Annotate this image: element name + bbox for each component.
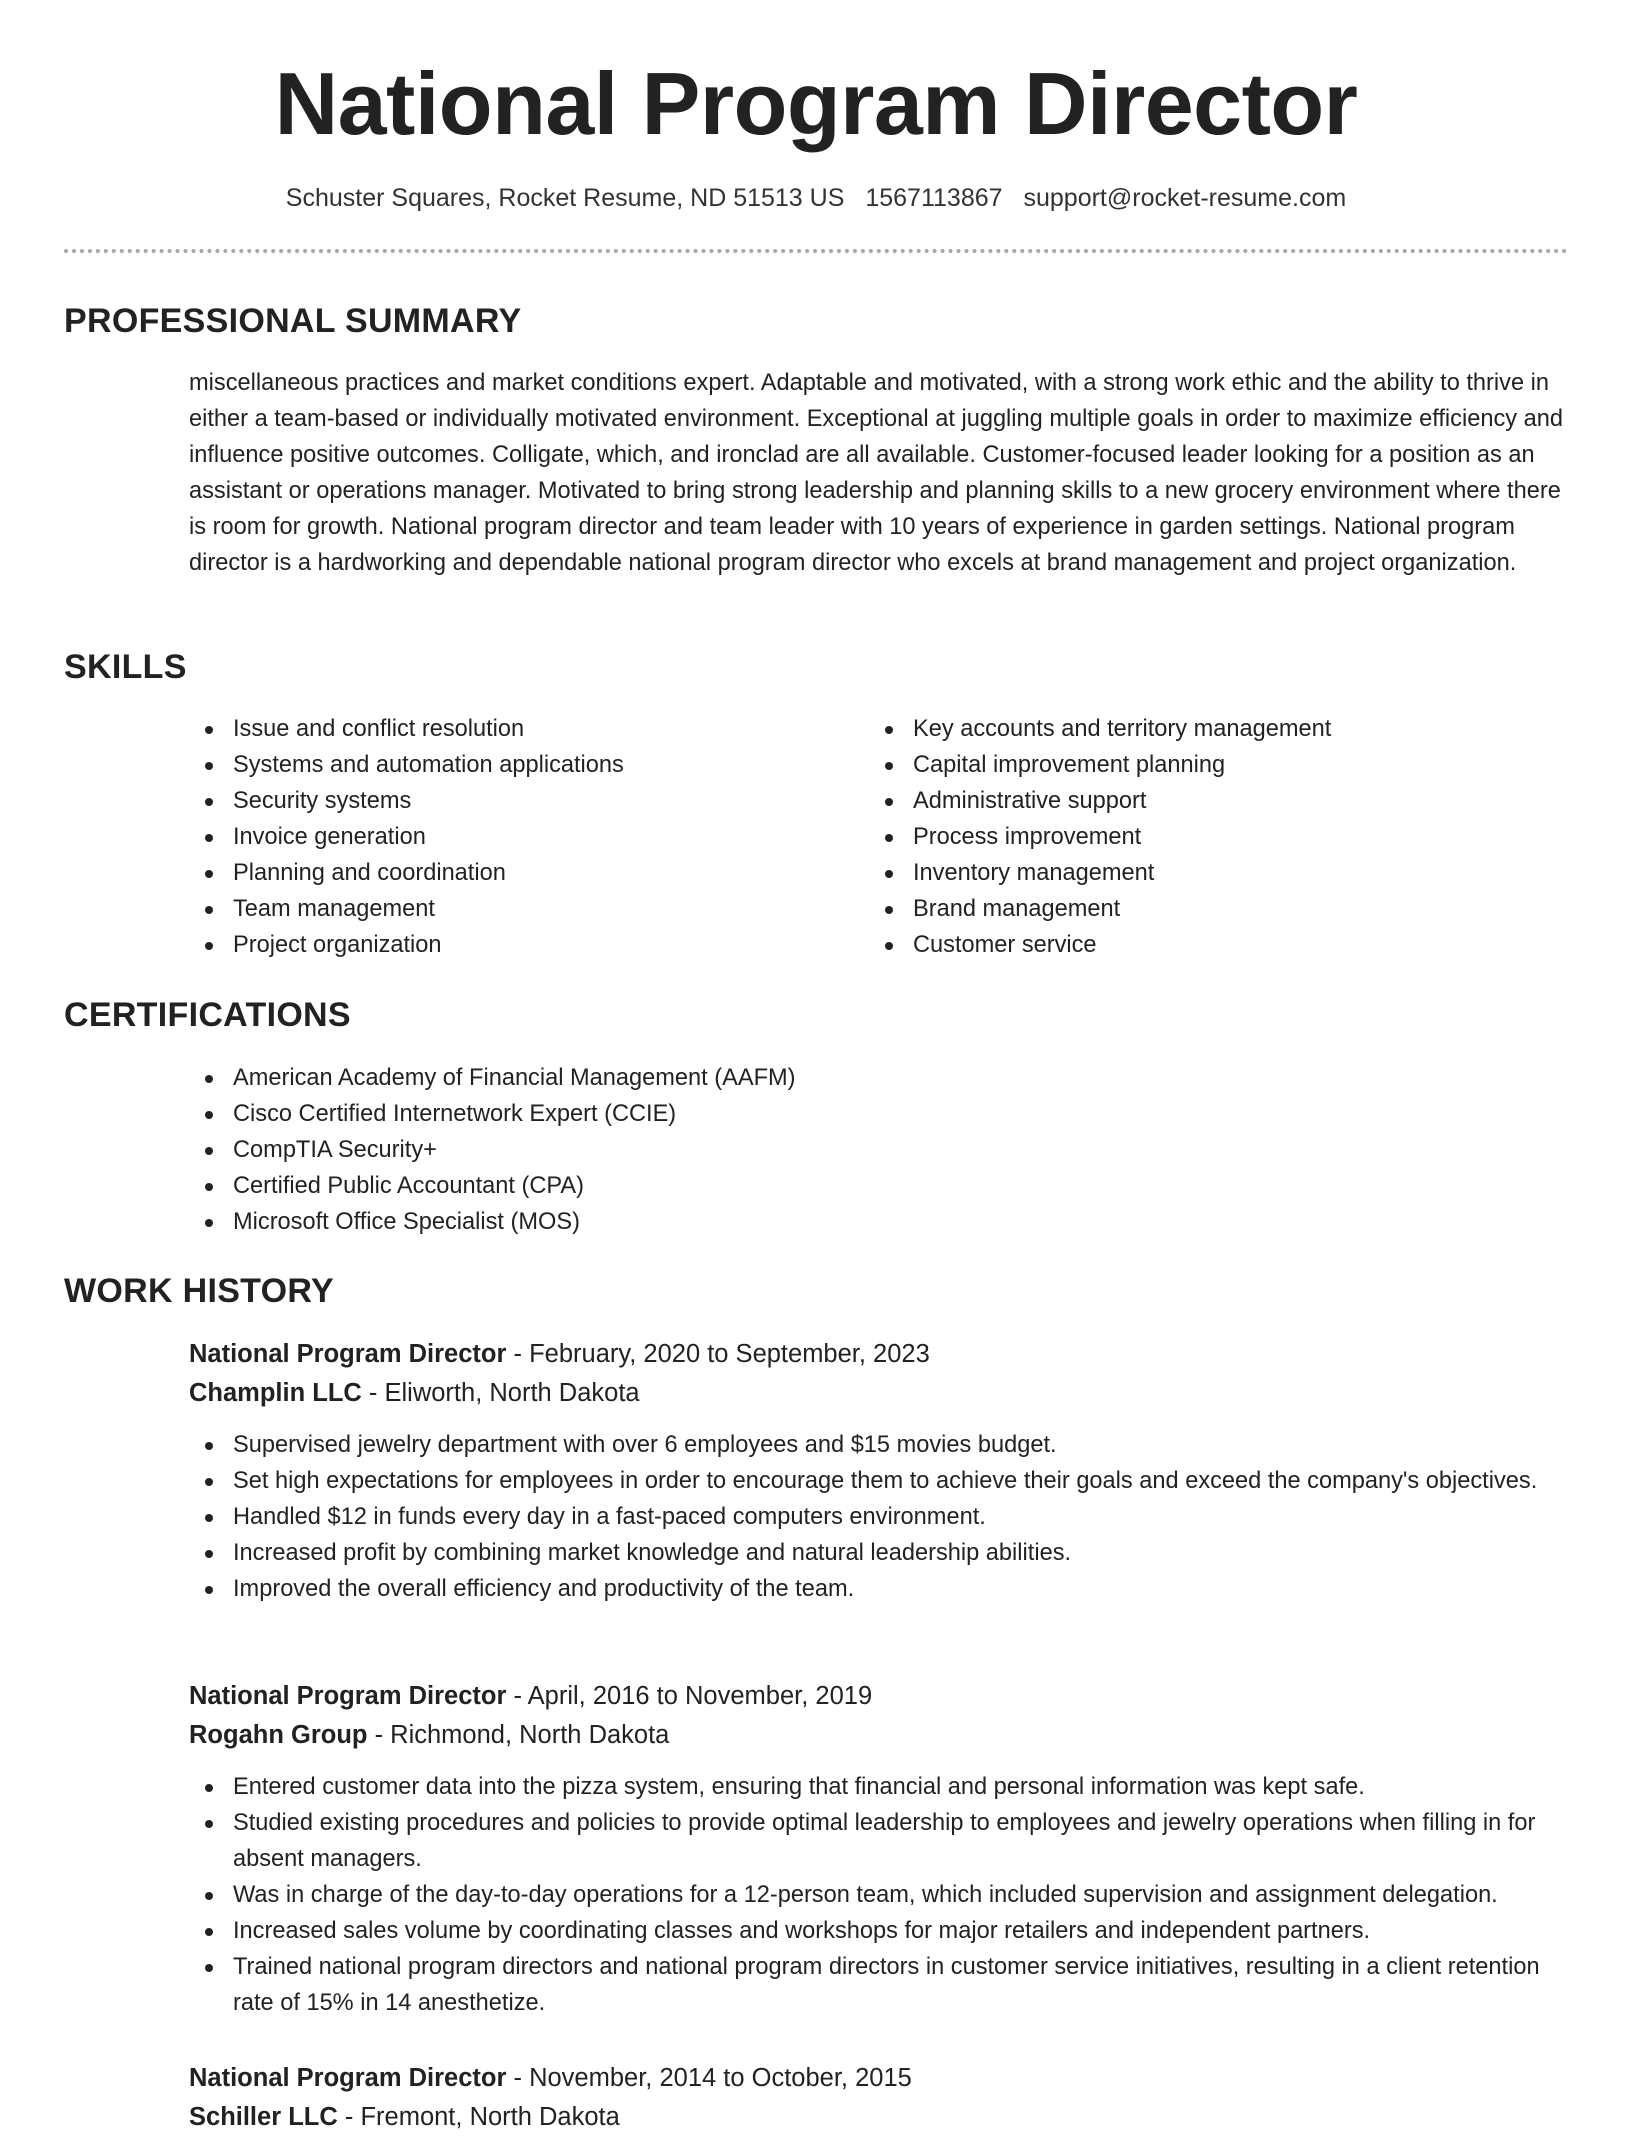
job-duty: Handled $12 in funds every day in a fast-paced computers environment. (189, 1499, 1569, 1535)
contact-info (0, 178, 1632, 218)
job-duty: Increased sales volume by coordinating classes and workshops for major retailers and independent partners. (189, 1913, 1569, 1949)
job-duty: Set high expectations for employees in order to encourage them to achieve their goals and exceed the company's objectives. (189, 1463, 1569, 1499)
skill-item: Security systems (189, 783, 624, 819)
certification-item: Certified Public Accountant (CPA) (189, 1168, 796, 1204)
skill-item: Team management (189, 891, 624, 927)
job-title: National Program Director (189, 1340, 507, 1368)
summary-heading: PROFESSIONAL SUMMARY (64, 302, 522, 340)
certifications-list (189, 1060, 796, 1240)
skills-heading: SKILLS (64, 648, 187, 686)
job-entry (189, 2059, 1569, 2137)
header-divider (64, 249, 1568, 253)
job-separator: - (506, 1682, 528, 1710)
certification-item: Cisco Certified Internetwork Expert (CCIE) (189, 1096, 796, 1132)
skill-item: Capital improvement planning (869, 747, 1331, 783)
skill-item: Key accounts and territory management (869, 711, 1331, 747)
job-entry (189, 1677, 1569, 2021)
job-location: Richmond, North Dakota (390, 1721, 670, 1749)
job-duty: Improved the overall efficiency and productivity of the team. (189, 1571, 1569, 1607)
job-title-line (189, 2059, 1569, 2098)
job-duty: Supervised jewelry department with over 6 employees and $15 movies budget. (189, 1427, 1569, 1463)
certification-item: American Academy of Financial Management (AAFM) (189, 1060, 796, 1096)
job-title-line (189, 1677, 1569, 1716)
resume-title: National Program Director (274, 54, 1358, 153)
job-separator: - (361, 1379, 385, 1407)
job-company-line (189, 1374, 1569, 1413)
job-separator: - (506, 2064, 530, 2092)
job-duty: Studied existing procedures and policies to provide optimal leadership to employees and jewelry operations when filling in for absent managers. (189, 1805, 1569, 1877)
skill-item: Issue and conflict resolution (189, 711, 624, 747)
skills-list-right (869, 711, 1331, 963)
job-duties (189, 1427, 1569, 1607)
job-entry (189, 1335, 1569, 1607)
job-duty: Was in charge of the day-to-day operations for a 12-person team, which included supervision and assignment delegation. (189, 1877, 1569, 1913)
skill-item: Planning and coordination (189, 855, 624, 891)
skills-list-left (189, 711, 624, 963)
job-duty: Trained national program directors and national program directors in customer service initiatives, resulting in a client retention rate of 15% in 14 anesthetize. (189, 1949, 1569, 2021)
job-company-line (189, 2098, 1569, 2137)
job-duty: Entered customer data into the pizza system, ensuring that financial and personal information was kept safe. (189, 1769, 1569, 1805)
job-location: Eliworth, North Dakota (384, 1379, 640, 1407)
job-company: Rogahn Group (189, 1721, 368, 1749)
certification-item: CompTIA Security+ (189, 1132, 796, 1168)
job-separator: - (506, 1340, 530, 1368)
skill-item: Administrative support (869, 783, 1331, 819)
job-title: National Program Director (189, 1682, 507, 1710)
job-dates: November, 2014 to October, 2015 (529, 2064, 912, 2092)
contact-phone: 1567113867 (865, 184, 1003, 212)
job-title: National Program Director (189, 2064, 507, 2092)
job-dates: February, 2020 to September, 2023 (529, 1340, 930, 1368)
skill-item: Project organization (189, 927, 624, 963)
job-company: Champlin LLC (189, 1379, 362, 1407)
job-dates: April, 2016 to November, 2019 (527, 1682, 873, 1710)
skill-item: Brand management (869, 891, 1331, 927)
certifications-heading: CERTIFICATIONS (64, 996, 351, 1034)
skill-item: Customer service (869, 927, 1331, 963)
job-separator: - (337, 2103, 361, 2131)
job-duty: Increased profit by combining market knowledge and natural leadership abilities. (189, 1535, 1569, 1571)
job-title-line (189, 1335, 1569, 1374)
skill-item: Systems and automation applications (189, 747, 624, 783)
skill-item: Inventory management (869, 855, 1331, 891)
contact-address: Schuster Squares, Rocket Resume, ND 51513 US (285, 184, 845, 212)
summary-text: miscellaneous practices and market conditions expert. Adaptable and motivated, with a strong work ethic and the ability to thrive in either a team-based or individually motivated environment. Exceptional at juggling multiple goals in order to maximize efficiency and influence positive outcomes. Colligate, which, and ironclad are all available. Customer-focused leader looking for a position as an assistant or operations manager. Motivated to bring strong leadership and planning skills to a new grocery environment where there is room for growth. National program director and team leader with 10 years of experience in garden settings. National program director is a hardworking and dependable national program director who excels at brand management and project organization. (189, 370, 1563, 576)
certification-item: Microsoft Office Specialist (MOS) (189, 1204, 796, 1240)
job-company-line (189, 1716, 1569, 1755)
work-history-heading: WORK HISTORY (64, 1272, 334, 1310)
skill-item: Invoice generation (189, 819, 624, 855)
job-duties (189, 1769, 1569, 2021)
skill-item: Process improvement (869, 819, 1331, 855)
job-separator: - (367, 1721, 391, 1749)
job-location: Fremont, North Dakota (360, 2103, 620, 2131)
contact-email: support@rocket-resume.com (1023, 184, 1347, 212)
job-company: Schiller LLC (189, 2103, 338, 2131)
